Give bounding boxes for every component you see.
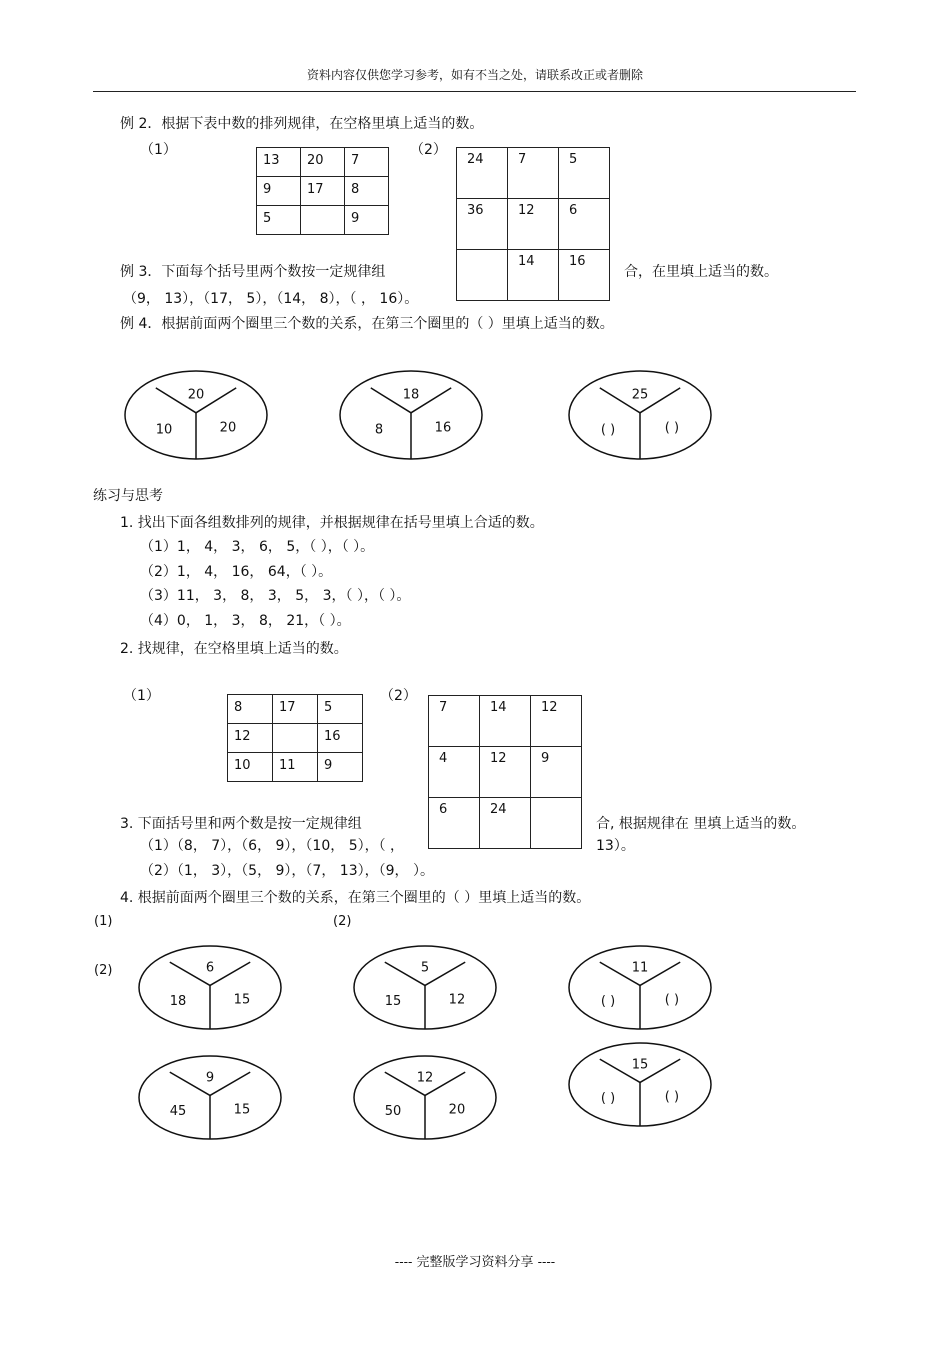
oval-right-value: 12 [448,992,466,1008]
grid-cell-value: 5 [263,211,272,226]
grid-cell-value: 7 [439,700,448,715]
grid-cell-value: 9 [263,182,272,197]
grid-cell-value: 7 [351,153,360,168]
grid-cell [345,177,389,206]
grid-row [228,753,363,782]
example-2-label-1: （1） [140,142,177,158]
grid-cell-value: 24 [490,802,507,817]
grid-cell-value: 12 [518,203,535,218]
oval-top-value: 25 [631,387,649,403]
grid-cell-value: 14 [518,254,535,269]
oval-left-value: 50 [384,1103,402,1119]
grid-cell [257,177,301,206]
oval-left-value: 45 [169,1103,187,1119]
example-3-text-a: 例 3．下面每个括号里两个数按一定规律组 [120,264,386,280]
oval-top-value: 15 [631,1057,649,1073]
question-3-line-1a: （1）（8， 7），（6， 9），（10， 5），（ ， [140,838,405,854]
question-2-label-2: （2） [380,688,417,704]
oval-top-value: 9 [205,1070,215,1086]
question-4-row-2-circle-1 [138,1055,282,1140]
oval-top-value: 5 [420,960,430,976]
grid-cell [480,798,531,849]
grid-cell-value: 24 [467,152,484,167]
grid-cell [301,148,345,177]
grid-cell [531,747,582,798]
oval-left-value: ( ) [600,1090,616,1106]
example-2-grid-2 [456,147,610,301]
grid-cell-value [273,724,317,729]
grid-cell [429,696,480,747]
grid-cell-value: 20 [307,153,324,168]
grid-cell [257,148,301,177]
grid-cell-value: 6 [569,203,578,218]
oval-top-value: 6 [205,960,215,976]
oval-divider-left [170,1072,210,1095]
grid-row [429,696,582,747]
example-4-circle-2 [339,370,483,460]
question-4-label-a: (1) [94,914,113,929]
question-4-row-2-circle-2 [353,1055,497,1140]
oval-left-value: 18 [169,993,187,1009]
grid-cell-value: 12 [490,751,507,766]
grid-cell-value: 7 [518,152,527,167]
oval-right-value: 15 [233,992,251,1008]
grid-cell-value [301,206,344,211]
oval-top-value: 11 [631,960,649,976]
grid-cell [228,695,273,724]
grid-cell [257,206,301,235]
oval-top-value: 20 [187,387,205,403]
page-header: 资料内容仅供您学习参考，如有不当之处，请联系改正或者删除 [306,68,643,82]
grid-cell [457,148,508,199]
grid-cell-value: 5 [324,700,333,715]
grid-cell-value: 16 [324,729,341,744]
grid-cell [508,148,559,199]
oval-left-value: ( ) [600,993,616,1009]
question-4-label-b: (2) [333,914,352,929]
grid-row [228,695,363,724]
question-1-item-4: （4）0， 1， 3， 8， 21，（ ）。 [140,613,351,629]
question-3-text-b: 合, 根据规律在 里填上适当的数。 [596,816,806,832]
oval-left-value: 10 [155,422,173,438]
oval-right-value: ( ) [664,420,680,436]
grid-cell-value: 8 [351,182,360,197]
grid-cell [273,695,318,724]
grid-cell [429,747,480,798]
question-4-label-c: (2) [94,963,113,978]
grid-cell-value: 13 [263,153,280,168]
question-1: 1. 找出下面各组数排列的规律，并根据规律在括号里填上合适的数。 [120,515,544,531]
grid-row [457,250,610,301]
question-4-row-2-circle-3 [568,1042,712,1127]
question-2-label-1: （1） [123,688,160,704]
oval-right-value: 16 [434,420,452,436]
grid-row [257,206,389,235]
grid-row [457,199,610,250]
example-4-circle-1 [124,370,268,460]
grid-row [457,148,610,199]
grid-cell [318,753,363,782]
example-4-circle-3 [568,370,712,460]
grid-row [429,798,582,849]
page-footer: ---- 完整版学习资料分享 ---- [394,1255,556,1270]
oval-left-value: 15 [384,993,402,1009]
oval-divider-left [170,962,210,985]
question-2-grid-2 [428,695,582,849]
grid-cell [480,747,531,798]
grid-cell [228,724,273,753]
grid-cell-value: 16 [569,254,586,269]
oval-right-value: ( ) [664,992,680,1008]
grid-row [257,177,389,206]
grid-cell [228,753,273,782]
grid-cell-value: 5 [569,152,578,167]
grid-cell [559,148,610,199]
grid-cell [508,199,559,250]
grid-cell [301,177,345,206]
question-2: 2. 找规律，在空格里填上适当的数。 [120,641,348,657]
grid-cell [508,250,559,301]
question-1-item-1: （1）1， 4， 3， 6， 5，（ ），（ ）。 [140,539,375,555]
oval-left-value: ( ) [600,422,616,438]
grid-cell-value: 17 [307,182,324,197]
grid-cell [301,206,345,235]
oval-divider-right [210,1072,250,1095]
question-3-line-2: （2）（1， 3），（5， 9），（7， 13），（9， ）。 [140,863,434,879]
oval-left-value: 8 [374,422,384,438]
example-3-text-b: 合，在里填上适当的数。 [624,264,778,280]
grid-cell [457,250,508,301]
grid-cell-value: 8 [234,700,243,715]
grid-cell [531,696,582,747]
question-4-row-1-circle-1 [138,945,282,1030]
oval-right-value: 15 [233,1102,251,1118]
practice-heading: 练习与思考 [93,488,163,504]
oval-right-value: 20 [448,1102,466,1118]
grid-cell [559,199,610,250]
example-2-label-2: （2） [410,142,447,158]
grid-cell-value: 11 [279,758,296,773]
grid-cell-value: 17 [279,700,296,715]
grid-cell [429,798,480,849]
question-4-row-1-circle-2 [353,945,497,1030]
oval-divider-right [210,962,250,985]
oval-top-value: 18 [402,387,420,403]
example-2-grid-1 [256,147,389,235]
grid-cell-value: 9 [351,211,360,226]
grid-cell [273,753,318,782]
oval-right-value: ( ) [664,1089,680,1105]
grid-cell-value: 6 [439,802,448,817]
header-rule [93,91,856,92]
grid-cell [531,798,582,849]
grid-cell [345,148,389,177]
grid-cell [457,199,508,250]
question-3-line-1b: 13）。 [596,838,635,854]
grid-cell-value: 4 [439,751,448,766]
question-4: 4. 根据前面两个圈里三个数的关系，在第三个圈里的（ ）里填上适当的数。 [120,890,591,906]
grid-cell [559,250,610,301]
grid-cell [318,695,363,724]
grid-cell-value [457,250,507,254]
grid-cell-value: 12 [541,700,558,715]
grid-cell-value: 14 [490,700,507,715]
oval-right-value: 20 [219,420,237,436]
question-2-grid-1 [227,694,363,782]
grid-cell [480,696,531,747]
example-2-text: 例 2．根据下表中数的排列规律，在空格里填上适当的数。 [120,116,484,132]
example-3-pairs: （9， 13），（17， 5），（14， 8），（ ， 16）。 [123,291,419,307]
question-1-item-2: （2）1， 4， 16， 64，（ ）。 [140,564,333,580]
grid-row [228,724,363,753]
grid-row [257,148,389,177]
grid-cell-value [531,798,581,802]
grid-row [429,747,582,798]
grid-cell [318,724,363,753]
oval-top-value: 12 [416,1070,434,1086]
question-3-text-a: 3. 下面括号里和两个数是按一定规律组 [120,816,362,832]
question-4-row-1-circle-3 [568,945,712,1030]
grid-cell-value: 9 [324,758,333,773]
grid-cell-value: 10 [234,758,251,773]
grid-cell-value: 9 [541,751,550,766]
grid-cell-value: 36 [467,203,484,218]
grid-cell-value: 12 [234,729,251,744]
question-1-item-3: （3）11， 3， 8， 3， 5， 3，（ ），（ ）。 [140,588,411,604]
grid-cell [345,206,389,235]
oval-divider-left [385,962,425,985]
oval-divider-right [425,962,465,985]
example-4-text: 例 4．根据前面两个圈里三个数的关系，在第三个圈里的（ ）里填上适当的数。 [120,316,614,332]
grid-cell [273,724,318,753]
